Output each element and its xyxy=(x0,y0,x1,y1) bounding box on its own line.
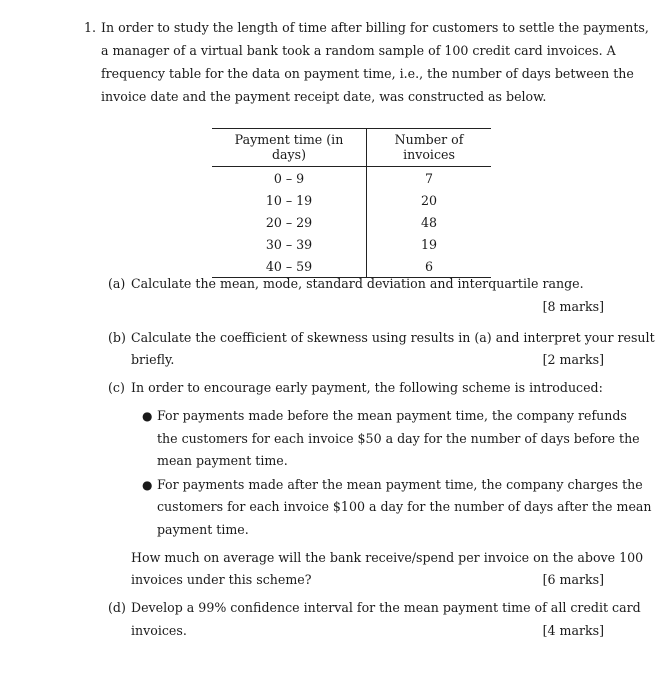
frequency-table xyxy=(212,128,491,278)
cell-invoice-count: 6 xyxy=(367,255,492,278)
cell-payment-time: 30 – 39 xyxy=(212,233,367,255)
part-b-marks: [2 marks] xyxy=(542,352,604,367)
part-b-text-1: Calculate the coefficient of skewness using results in (a) and interpret your result xyxy=(131,330,655,345)
part-d-marks: [4 marks] xyxy=(542,623,604,638)
table-row xyxy=(212,189,491,211)
bullet-1-line-1: For payments made before the mean payment time, the company refunds xyxy=(157,408,627,423)
table-row xyxy=(212,167,491,190)
bullet-icon: ● xyxy=(142,478,153,492)
part-c-label: (c) xyxy=(108,380,125,395)
table-header-row xyxy=(212,129,491,167)
part-d-label: (d) xyxy=(108,600,126,615)
bullet-2-line-2: customers for each invoice $100 a day for the number of days after the mean xyxy=(157,499,652,514)
table-row xyxy=(212,233,491,255)
part-d-text-2: invoices. xyxy=(131,623,187,638)
table-row xyxy=(212,211,491,233)
part-c-question-1: How much on average will the bank receive/spend per invoice on the above 100 xyxy=(131,550,644,565)
part-d-text-1: Develop a 99% confidence interval for the mean payment time of all credit card xyxy=(131,600,641,615)
header-number-of-invoices: Number of invoices xyxy=(367,129,492,167)
intro-line-3: frequency table for the data on payment time, i.e., the number of days between the xyxy=(101,66,634,81)
part-c-question-2: invoices under this scheme? xyxy=(131,572,312,587)
part-a-text: Calculate the mean, mode, standard deviation and interquartile range. xyxy=(131,276,584,291)
cell-invoice-count: 48 xyxy=(420,214,438,230)
bullet-icon: ● xyxy=(142,409,153,423)
table-row xyxy=(212,255,491,278)
intro-line-1: In order to study the length of time after billing for customers to settle the payments, xyxy=(101,20,649,35)
question-number: 1. xyxy=(84,20,97,35)
bullet-2-line-3: payment time. xyxy=(157,522,249,537)
cell-invoice-count: 20 xyxy=(420,192,438,208)
cell-payment-time: 0 – 9 xyxy=(212,167,367,190)
part-a-marks: [8 marks] xyxy=(542,299,604,314)
cell-payment-time: 40 – 59 xyxy=(212,255,367,278)
part-a-label: (a) xyxy=(108,276,126,291)
intro-line-4: invoice date and the payment receipt date, was constructed as below. xyxy=(101,89,547,104)
bullet-2-line-1: For payments made after the mean payment time, the company charges the xyxy=(157,477,643,492)
bullet-1-line-3: mean payment time. xyxy=(157,453,288,468)
part-c-text: In order to encourage early payment, the following scheme is introduced: xyxy=(131,380,603,395)
cell-invoice-count: 19 xyxy=(420,236,438,252)
part-c-marks: [6 marks] xyxy=(542,572,604,587)
cell-invoice-count: 7 xyxy=(424,170,433,186)
intro-line-2: a manager of a virtual bank took a random sample of 100 credit card invoices. A xyxy=(101,43,616,58)
cell-payment-time: 20 – 29 xyxy=(212,211,367,233)
bullet-1-line-2: the customers for each invoice $50 a day for the number of days before the xyxy=(157,431,640,446)
cell-payment-time: 10 – 19 xyxy=(212,189,367,211)
part-b-text-2: briefly. xyxy=(131,352,175,367)
header-payment-time: Payment time (in days) xyxy=(212,129,367,167)
part-b-label: (b) xyxy=(108,330,126,345)
